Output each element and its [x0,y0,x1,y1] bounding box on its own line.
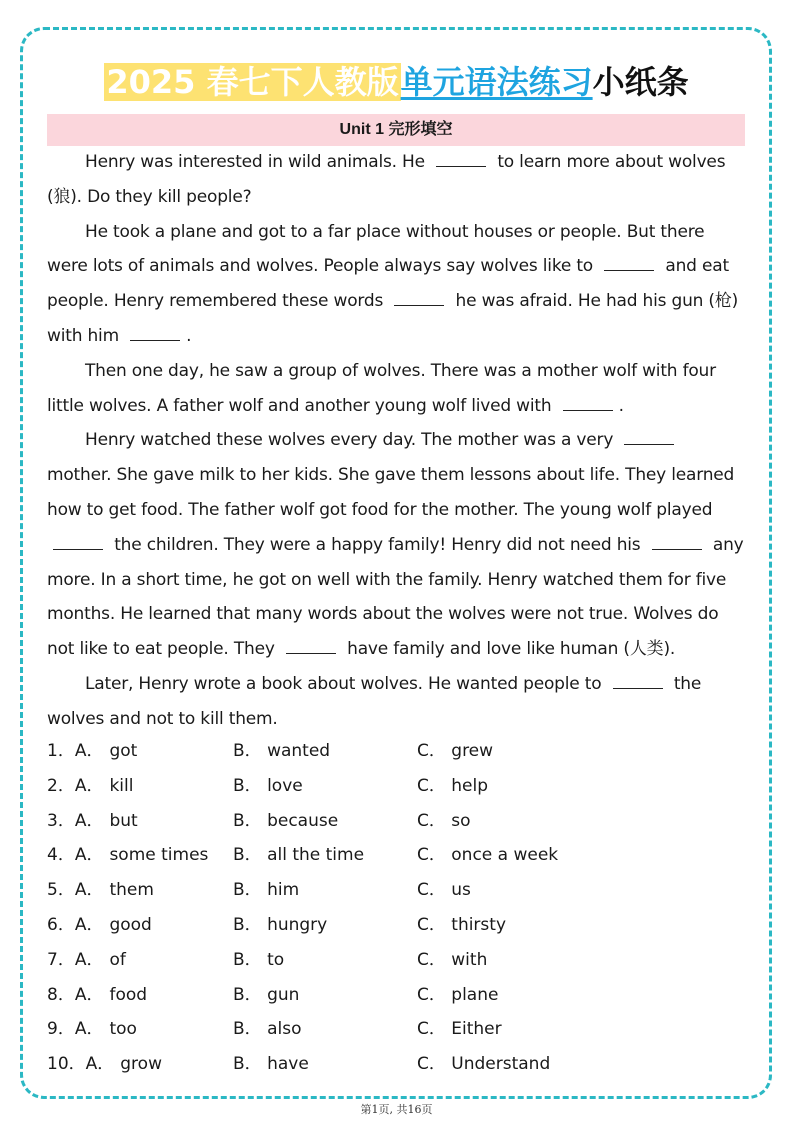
passage-text: the wolves and not to kill them. [47,673,702,729]
question-row [47,1047,747,1082]
option-b: B． gun [233,984,300,1005]
blank-10 [613,670,663,689]
question-row [47,943,747,978]
passage-paragraph [47,145,747,215]
option-b: B． have [233,1054,309,1075]
section-label: Unit 1 完形填空 [47,114,745,146]
option-a [47,838,208,873]
page-title [0,58,793,106]
option-a-text: kill [109,775,134,796]
question-row [47,838,747,873]
option-b: B． love [233,775,303,796]
question-number: 4．A． [47,845,104,866]
passage-text: . [186,325,192,346]
title-unit-grammar: 单元语法练习 [400,63,593,101]
option-b: B． to [233,949,285,970]
option-a-text: food [109,984,148,1005]
passage-paragraph [47,423,747,667]
blank-7 [53,531,103,550]
passage-paragraph [47,667,747,737]
option-c: C． grew [417,741,494,761]
question-row [47,734,747,769]
question-number: 10．A． [47,1054,115,1075]
blank-1 [436,148,486,167]
option-a-text: grow [120,1054,162,1075]
option-a-text: got [109,741,138,761]
blank-5 [563,392,613,411]
option-a-text: good [109,914,152,935]
option-a-text: too [109,1019,137,1040]
option-b: B． him [233,880,300,901]
option-c: C． with [417,949,488,970]
blank-6 [624,426,674,445]
option-a-text: them [109,880,154,901]
option-a [47,1012,137,1047]
option-a [47,873,154,908]
blank-9 [286,635,336,654]
option-c: C． so [417,810,471,831]
blank-2 [604,252,654,271]
option-a [47,804,138,839]
blank-4 [130,322,180,341]
question-row [47,769,747,804]
blank-3 [394,287,444,306]
option-a [47,769,133,804]
option-a [47,943,126,978]
passage-text: the children. They were a happy family! Henry did not need his [109,534,646,555]
option-a-text: of [109,949,126,970]
passage-text: mother. She gave milk to her kids. She gave them lessons about life. They learned how to get food. The father wolf got food for the mother. The young wolf played [47,465,735,520]
question-number: 6．A． [47,914,104,935]
question-number: 9．A． [47,1019,104,1040]
title-year-edition: 2025 春七下人教版 [106,63,399,101]
passage-text: Henry was interested in wild animals. He [85,152,431,172]
question-row [47,873,747,908]
question-number: 3．A． [47,810,104,831]
option-c: C． once a week [417,845,559,866]
option-c: C． Understand [417,1054,551,1075]
question-number: 7．A． [47,949,104,970]
answer-options [47,734,747,1082]
passage-text: Later, Henry wrote a book about wolves. He wanted people to [85,673,607,694]
passage-paragraph [47,215,747,354]
option-a [47,908,152,943]
passage-text: Henry watched these wolves every day. The mother was a very [85,430,619,451]
title-note: 小纸条 [592,63,689,101]
passage-paragraph [47,354,747,424]
question-number: 8．A． [47,984,104,1005]
cloze-passage [47,145,747,737]
passage-text: . [618,395,624,416]
option-c: C． Either [417,1019,502,1040]
option-b: B． also [233,1019,302,1040]
option-c: C． us [417,880,471,901]
option-a [47,978,147,1013]
passage-text: to learn more about wolves (狼). Do they kill people? [47,152,726,207]
passage-text: Then one day, he saw a group of wolves. There was a mother wolf with four little wolves. A father wolf and another young wolf lived with [47,360,716,416]
question-number: 2．A． [47,775,104,796]
option-c: C． help [417,775,489,796]
page-footer: 第1页, 共16页 [360,1103,433,1116]
option-a [47,734,137,769]
blank-8 [652,531,702,550]
passage-text: He took a plane and got to a far place without houses or people. But there were lots of animals and wolves. People always say wolves like to [47,221,705,277]
option-b: B． wanted [233,741,331,761]
option-b: B． all the time [233,845,365,866]
passage-text: have family and love like human (人类). [341,639,676,660]
question-number: 5．A． [47,880,104,901]
question-row [47,804,747,839]
question-row [47,978,747,1013]
option-c: C． thirsty [417,914,507,935]
option-a-text: but [109,810,138,831]
question-row [47,908,747,943]
option-b: B． because [233,810,339,831]
passage-text: and eat people. Henry remembered these words [47,256,729,312]
option-a [47,1047,162,1082]
option-b: B． hungry [233,914,328,935]
passage-text: any more. In a short time, he got on well with the family. Henry watched them for five months. He learned that many words about the wolves were not true. Wolves do not like to eat people. They [47,534,744,660]
question-row [47,1012,747,1047]
passage-text: he was afraid. He had his gun (枪) with him [47,291,739,346]
option-a-text: some times [109,845,209,866]
question-number: 1．A． [47,741,104,761]
option-c: C． plane [417,984,499,1005]
